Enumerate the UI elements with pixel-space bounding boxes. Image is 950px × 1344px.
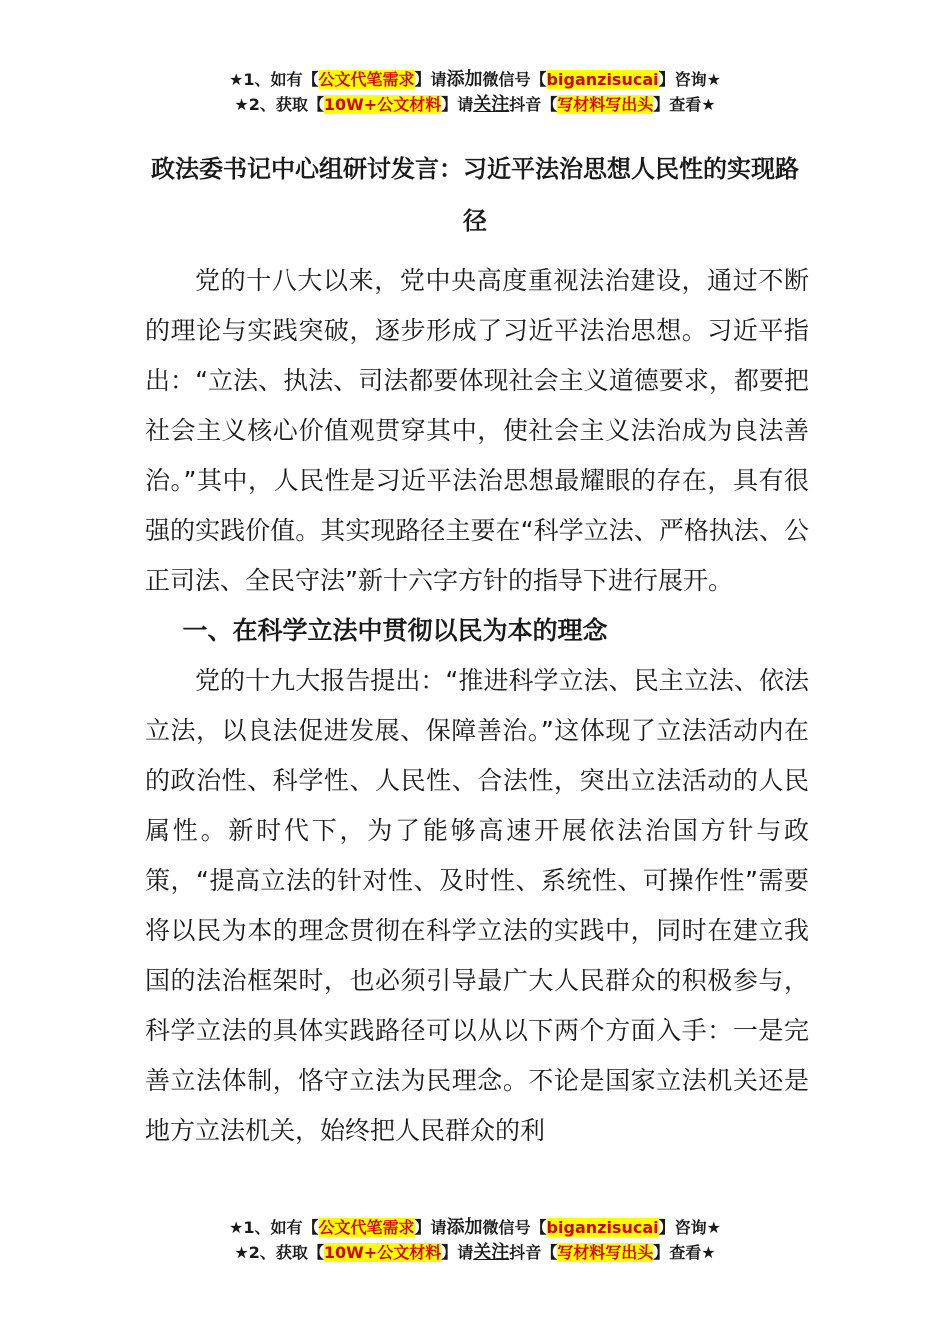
banner-highlight: 10W+公文材料 (323, 1243, 442, 1262)
banner-text: 微信号【 (482, 1218, 547, 1237)
banner-emphasis: 关注 (473, 94, 510, 115)
banner-text: ★2、获取【 (234, 1243, 324, 1262)
banner-highlight: 公文代笔需求 (318, 70, 415, 89)
document-body (145, 256, 809, 1156)
banner-text: 】请 (414, 70, 447, 89)
document-title: 政法委书记中心组研讨发言：习近平法治思想人民性的实现路径 (151, 155, 799, 235)
banner-text: 抖音【 (509, 1243, 558, 1262)
banner-text: ★2、获取【 (234, 95, 324, 114)
banner-text: 】查看★ (653, 1243, 716, 1262)
section-heading-1: 一、在科学立法中贯彻以民为本的理念 (182, 616, 608, 645)
banner-highlight: 公文代笔需求 (318, 1218, 415, 1237)
paragraph-section-1: 党的十九大报告提出：“推进科学立法、民主立法、依法立法，以良法促进发展、保障善治。”这体现了立法活动内在的政治性、科学性、人民性、合法性，突出立法活动的人民属性。新时代下，为了能够高速开展依法治国方针与政策，“提高立法的针对性、及时性、系统性、可操作性”需要将以民为本的理念贯彻在科学立法的实践中，同时在建立我国的法治框架时，也必须引导最广大人民群众的积极参与，科学立法的具体实践路径可以从以下两个方面入手：一是完善立法体制，恪守立法为民理念。不论是国家立法机关还是地方立法机关，始终把人民群众的利 (145, 666, 809, 1145)
banner-text: 】请 (441, 1243, 474, 1262)
banner-text: 】咨询★ (658, 70, 721, 89)
banner-text: 】请 (414, 1218, 447, 1237)
banner-line-2 (0, 92, 950, 117)
paragraph-intro: 党的十八大以来，党中央高度重视法治建设，通过不断的理论与实践突破，逐步形成了习近平法治思想。习近平指出：“立法、执法、司法都要体现社会主义道德要求，都要把社会主义核心价值观贯穿其中，使社会主义法治成为良法善治。”其中，人民性是习近平法治思想最耀眼的存在，具有很强的实践价值。其实现路径主要在“科学立法、严格执法、公正司法、全民守法”新十六字方针的指导下进行展开。 (145, 266, 809, 595)
banner-line-1 (0, 1215, 950, 1240)
footer-banner (0, 1215, 950, 1265)
banner-highlight-douyin-id: 写材料写出头 (557, 1243, 654, 1262)
banner-line-2 (0, 1240, 950, 1265)
banner-emphasis: 关注 (473, 1242, 510, 1263)
banner-highlight-wechat-id: biganzisucai (546, 1218, 659, 1237)
banner-emphasis: 添加 (446, 69, 483, 90)
banner-text: 】咨询★ (658, 1218, 721, 1237)
banner-text: 】请 (441, 95, 474, 114)
banner-highlight-wechat-id: biganzisucai (546, 70, 659, 89)
banner-text: 微信号【 (482, 70, 547, 89)
banner-text: ★1、如有【 (229, 70, 319, 89)
banner-line-1 (0, 67, 950, 92)
banner-text: ★1、如有【 (229, 1218, 319, 1237)
banner-emphasis: 添加 (446, 1217, 483, 1238)
banner-highlight: 10W+公文材料 (323, 95, 442, 114)
banner-text: 】查看★ (653, 95, 716, 114)
banner-text: 抖音【 (509, 95, 558, 114)
banner-highlight-douyin-id: 写材料写出头 (557, 95, 654, 114)
header-banner (0, 67, 950, 117)
